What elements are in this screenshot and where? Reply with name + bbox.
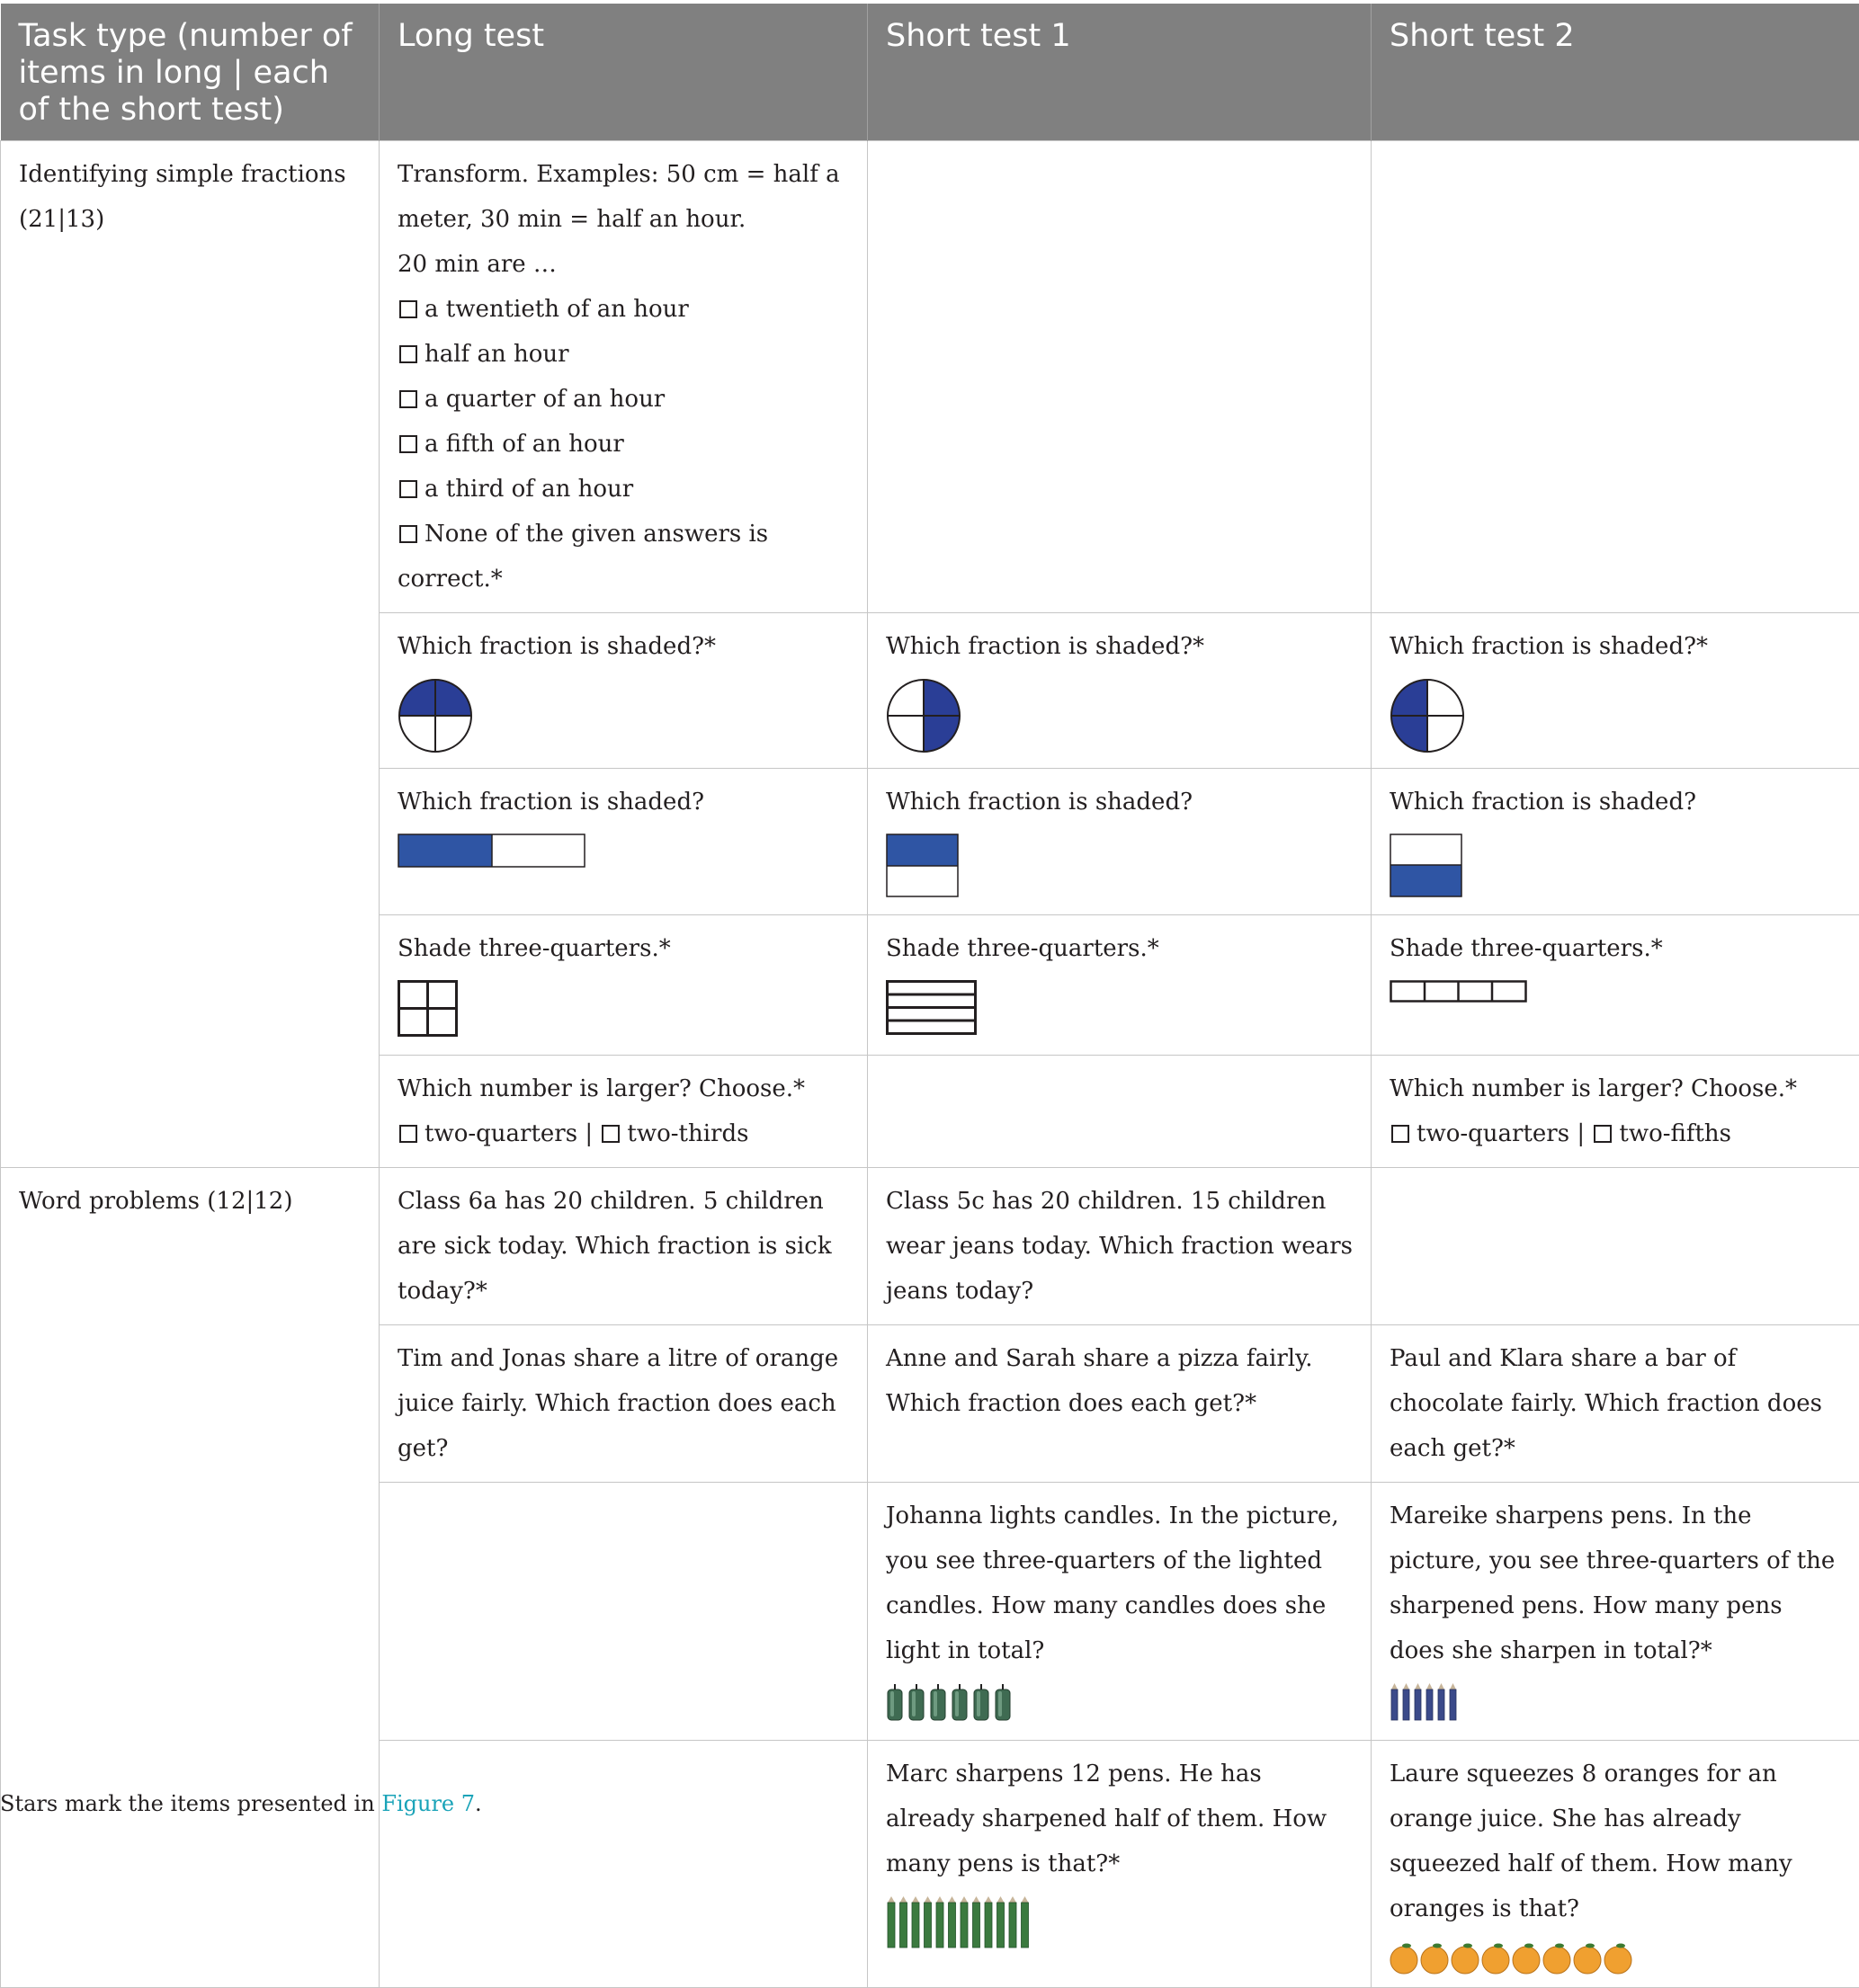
shade-figure (1390, 980, 1841, 1003)
circle-left-half-shaded-icon (1390, 678, 1465, 753)
cell-short2-empty (1372, 1167, 1859, 1324)
bar-question: Which fraction is shaded? (398, 780, 849, 825)
bar-figure (886, 834, 1353, 898)
larger-prompt: Which number is larger? Choose.* (398, 1066, 849, 1111)
header-short-test-2: Short test 2 (1372, 4, 1859, 140)
candle-icon (909, 1684, 924, 1720)
grid-4-rows-icon (886, 980, 978, 1036)
green-pen-icon (1022, 1896, 1029, 1948)
orange-icon (1421, 1943, 1448, 1974)
orange-icon (1452, 1943, 1479, 1974)
green-pen-icon (912, 1896, 919, 1948)
cell-long-empty (380, 1740, 868, 1987)
bar-half-shaded-icon (398, 834, 586, 868)
cell-short1-jeans: Class 5c has 20 children. 15 children wear jeans today. Which fraction wears jeans today? (868, 1167, 1372, 1324)
green-pen-icon (888, 1896, 895, 1948)
cell-short2-pens (1372, 1482, 1859, 1740)
cell-short2-circle (1372, 612, 1859, 768)
oranges-icon (1390, 1940, 1641, 1976)
circle-question: Which fraction is shaded?* (886, 624, 1353, 669)
checkbox-icon (399, 525, 417, 543)
laure-question: Laure squeezes 8 oranges for an orange juice. She has already squeezed half of them. How many oranges is that? (1390, 1752, 1841, 1931)
blue-pen-icon (1438, 1683, 1444, 1720)
cell-short2-bar (1372, 768, 1859, 914)
transform-option: a fifth of an hour (398, 422, 849, 467)
table-row (1, 1167, 1859, 1324)
green-pen-icon (925, 1896, 932, 1948)
larger-options: two-quarters | two-fifths (1390, 1111, 1841, 1156)
cell-long-empty (380, 1482, 868, 1740)
checkbox-icon (1594, 1125, 1612, 1143)
grid-2x2-icon (398, 980, 459, 1038)
blue-pen-icon (1391, 1683, 1398, 1720)
green-pen-icon (973, 1896, 980, 1948)
box-top-half-shaded-icon (886, 834, 960, 898)
cell-short1-marc (868, 1740, 1372, 1987)
transform-option: a twentieth of an hour (398, 287, 849, 332)
green-pen-icon (900, 1896, 907, 1948)
circle-top-half-shaded-icon (398, 678, 473, 753)
marc-question: Marc sharpens 12 pens. He has already sharpened half of them. How many pens is that?* (886, 1752, 1353, 1886)
checkbox-icon (602, 1125, 620, 1143)
orange-icon (1543, 1943, 1570, 1974)
cell-long-share: Tim and Jonas share a litre of orange juice fairly. Which fraction does each get? (380, 1324, 868, 1482)
fraction-tasks-table (0, 4, 1859, 1988)
cell-long-transform (380, 140, 868, 612)
candles-icon (886, 1682, 1021, 1722)
checkbox-icon (1391, 1125, 1409, 1143)
bar-question: Which fraction is shaded? (886, 780, 1353, 825)
circle-figure (1390, 678, 1841, 753)
cell-long-shade (380, 914, 868, 1055)
transform-option: a quarter of an hour (398, 377, 849, 422)
shade-figure (398, 980, 849, 1038)
header-row (1, 4, 1859, 140)
candles-question: Johanna lights candles. In the picture, you see three-quarters of the lighted candles. How many candles does she light in total? (886, 1493, 1353, 1673)
candle-icon (952, 1684, 967, 1720)
cell-short1-candles (868, 1482, 1372, 1740)
pens-figure (1390, 1682, 1841, 1722)
larger-options: two-quarters | two-thirds (398, 1111, 849, 1156)
orange-icon (1574, 1943, 1601, 1974)
strip-4-cells-icon (1390, 980, 1528, 1003)
checkbox-icon (399, 435, 417, 453)
orange-icon (1513, 1943, 1540, 1974)
checkbox-icon (399, 345, 417, 363)
blue-pen-icon (1415, 1683, 1421, 1720)
larger-prompt: Which number is larger? Choose.* (1390, 1066, 1841, 1111)
cell-short2-share: Paul and Klara share a bar of chocolate fairly. Which fraction does each get?* (1372, 1324, 1859, 1482)
green-pen-icon (985, 1896, 992, 1948)
cell-long-bar (380, 768, 868, 914)
circle-right-half-shaded-icon (886, 678, 961, 753)
task-type-word-problems: Word problems (12|12) (1, 1167, 380, 1987)
figure-7-link[interactable]: Figure 7 (381, 1791, 475, 1816)
cell-short1-empty (868, 140, 1372, 612)
circle-question: Which fraction is shaded?* (398, 624, 849, 669)
shade-figure (886, 980, 1353, 1036)
shade-instruction: Shade three-quarters.* (886, 926, 1353, 971)
cell-short1-circle (868, 612, 1372, 768)
green-pen-icon (997, 1896, 1005, 1948)
cell-short1-empty (868, 1055, 1372, 1167)
orange-icon (1390, 1943, 1417, 1974)
bar-figure (1390, 834, 1841, 898)
bar-figure (398, 834, 849, 868)
cell-short2-empty (1372, 140, 1859, 612)
transform-option: None of the given answers is correct.* (398, 512, 849, 602)
circle-question: Which fraction is shaded?* (1390, 624, 1841, 669)
checkbox-icon (399, 300, 417, 318)
candles-figure (886, 1682, 1353, 1722)
cell-long-sick: Class 6a has 20 children. 5 children are sick today. Which fraction is sick today?* (380, 1167, 868, 1324)
green-pen-icon (961, 1896, 968, 1948)
transform-question: 20 min are … (398, 242, 849, 287)
cell-short1-bar (868, 768, 1372, 914)
header-short-test-1: Short test 1 (868, 4, 1372, 140)
table-row (1, 140, 1859, 612)
task-type-fractions: Identifying simple fractions (21|13) (1, 140, 380, 1167)
header-task-type: Task type (number of items in long | each of the short test) (1, 4, 380, 140)
pens-question: Mareike sharpens pens. In the picture, you see three-quarters of the sharpened pens. How many pens does she sharpen in total?* (1390, 1493, 1841, 1673)
cell-short2-laure (1372, 1740, 1859, 1987)
shade-instruction: Shade three-quarters.* (398, 926, 849, 971)
header-long-test: Long test (380, 4, 868, 140)
checkbox-icon (399, 480, 417, 498)
green-pens-figure (886, 1895, 1353, 1949)
checkbox-icon (399, 390, 417, 408)
table-footnote: Stars mark the items presented in Figure 7. (0, 1791, 482, 1816)
box-bottom-half-shaded-icon (1390, 834, 1463, 898)
checkbox-icon (399, 1125, 417, 1143)
orange-icon (1482, 1943, 1509, 1974)
green-pen-icon (1009, 1896, 1016, 1948)
circle-figure (398, 678, 849, 753)
bar-question: Which fraction is shaded? (1390, 780, 1841, 825)
candle-icon (888, 1684, 902, 1720)
green-pen-icon (936, 1896, 943, 1948)
shade-instruction: Shade three-quarters.* (1390, 926, 1841, 971)
circle-figure (886, 678, 1353, 753)
cell-long-circle (380, 612, 868, 768)
cell-short2-larger (1372, 1055, 1859, 1167)
oranges-figure (1390, 1940, 1841, 1976)
candle-icon (996, 1684, 1010, 1720)
cell-short2-shade (1372, 914, 1859, 1055)
transform-option: half an hour (398, 332, 849, 377)
green-pens-icon (886, 1895, 1075, 1949)
orange-icon (1604, 1943, 1631, 1974)
transform-option: a third of an hour (398, 467, 849, 512)
blue-pen-icon (1426, 1683, 1433, 1720)
transform-prompt: Transform. Examples: 50 cm = half a meter, 30 min = half an hour. (398, 152, 849, 242)
blue-pen-icon (1403, 1683, 1409, 1720)
cell-long-larger (380, 1055, 868, 1167)
candle-icon (931, 1684, 945, 1720)
blue-pen-icon (1450, 1683, 1456, 1720)
candle-icon (974, 1684, 988, 1720)
cell-short1-share: Anne and Sarah share a pizza fairly. Which fraction does each get?* (868, 1324, 1372, 1482)
green-pen-icon (949, 1896, 956, 1948)
blue-pens-icon (1390, 1682, 1470, 1722)
cell-short1-shade (868, 914, 1372, 1055)
